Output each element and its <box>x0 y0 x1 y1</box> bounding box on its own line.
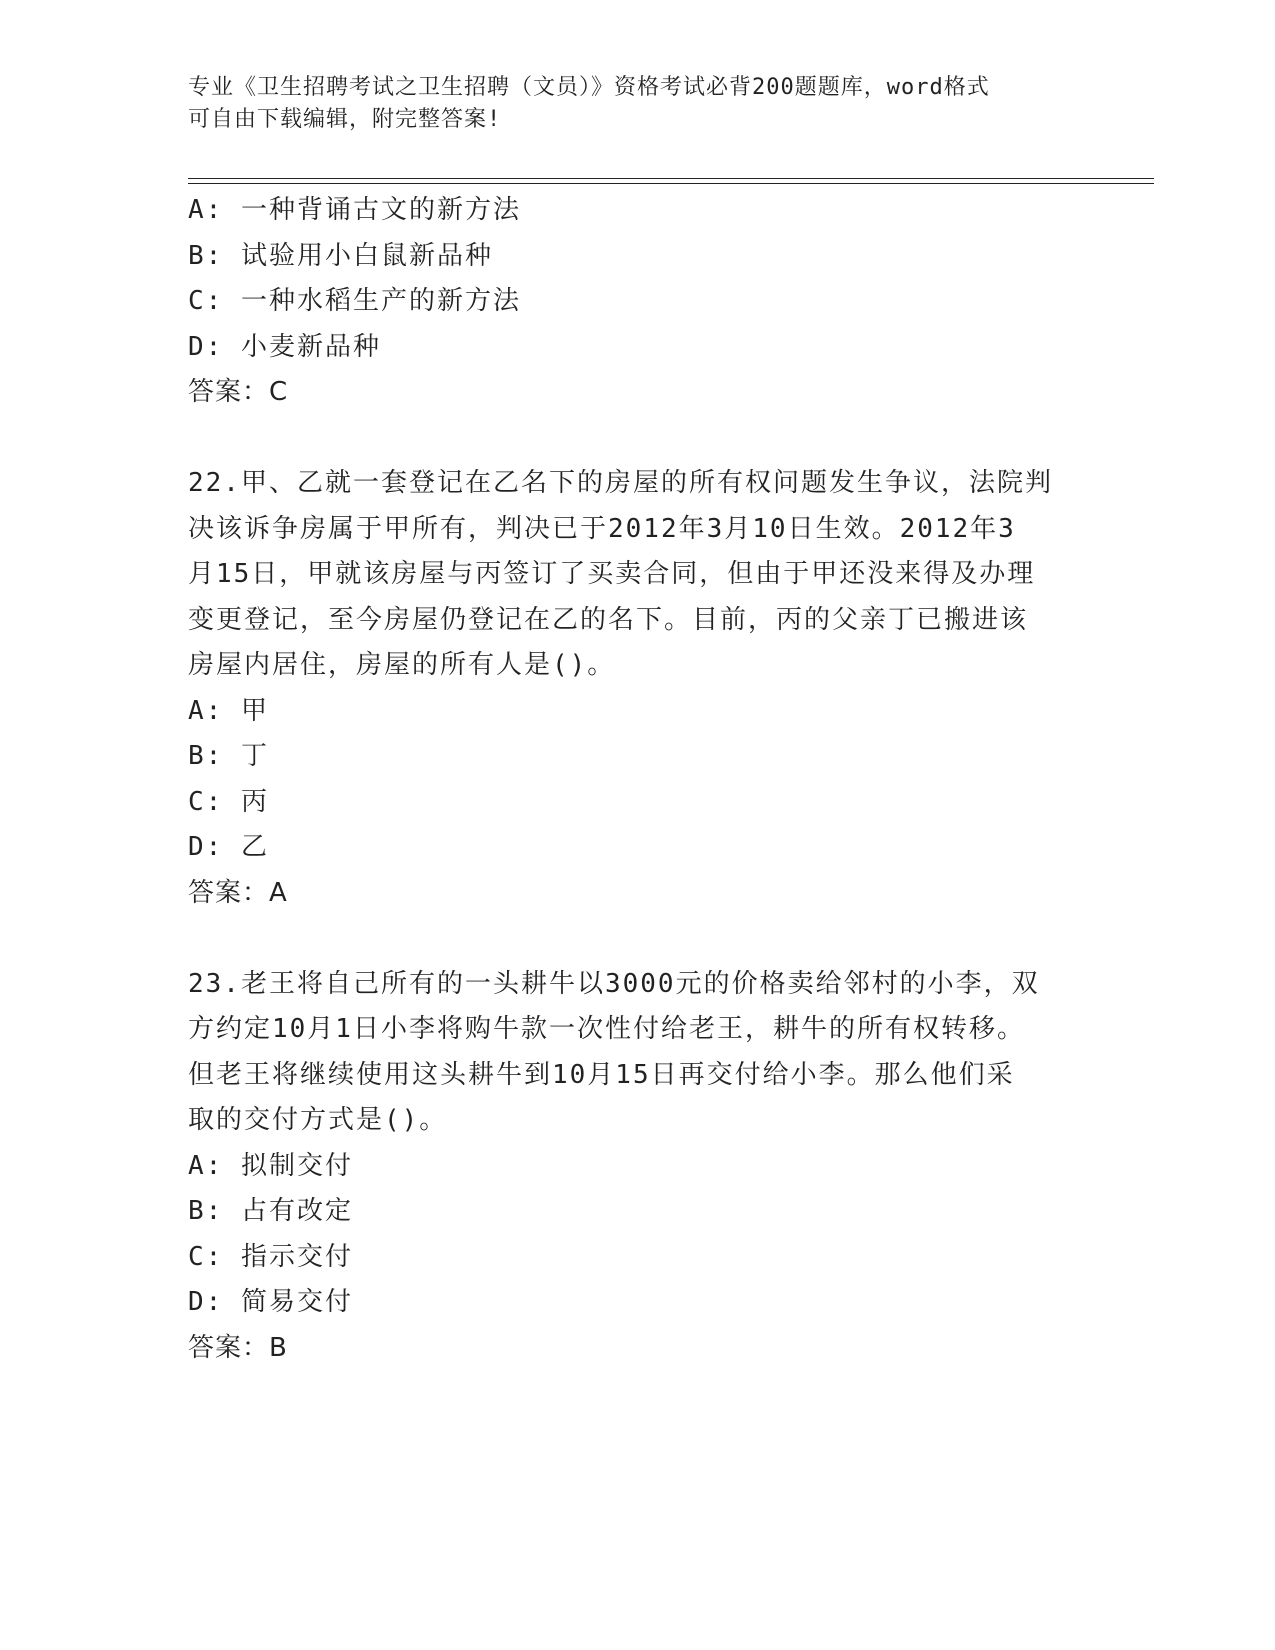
answer-line: 答案：B <box>188 1332 288 1363</box>
question-23 <box>188 962 1088 1372</box>
spacer <box>188 916 1088 962</box>
option-c: C: 丙 <box>188 786 269 817</box>
header-divider-bottom <box>188 183 1154 184</box>
option-b: B: 占有改定 <box>188 1196 353 1226</box>
spacer <box>188 416 1088 462</box>
question-stem-line: 变更登记，至今房屋仍登记在乙的名下。目前，丙的父亲丁已搬进该 <box>188 604 1029 635</box>
question-stem-line: 23.老王将自己所有的一头耕牛以3000元的价格卖给邻村的小李，双 <box>188 968 1040 999</box>
document-header <box>188 72 1068 136</box>
question-21 <box>188 188 1088 416</box>
header-title-line-2: 可自由下载编辑，附完整答案! <box>188 107 502 132</box>
option-a: A: 一种背诵古文的新方法 <box>188 195 521 225</box>
header-divider-top <box>188 178 1154 179</box>
option-c: C: 指示交付 <box>188 1241 353 1272</box>
question-stem-line: 方约定10月1日小李将购牛款一次性付给老王，耕牛的所有权转移。 <box>188 1014 1025 1044</box>
option-d: D: 乙 <box>188 832 269 862</box>
option-d: D: 小麦新品种 <box>188 331 381 362</box>
question-stem-line: 决该诉争房属于甲所有，判决已于2012年3月10日生效。2012年3 <box>188 513 1016 544</box>
option-b: B: 丁 <box>188 741 269 771</box>
header-title-line-1: 专业《卫生招聘考试之卫生招聘（文员）》资格考试必背200题题库，word格式 <box>188 75 990 100</box>
question-stem-line: 但老王将继续使用这头耕牛到10月15日再交付给小李。那么他们采 <box>188 1059 1015 1090</box>
question-stem-line: 月15日，甲就该房屋与丙签订了买卖合同，但由于甲还没来得及办理 <box>188 559 1036 589</box>
option-d: D: 简易交付 <box>188 1287 353 1317</box>
question-stem-line: 房屋内居住，房屋的所有人是()。 <box>188 650 616 680</box>
question-22 <box>188 461 1088 916</box>
answer-line: 答案：C <box>188 377 289 407</box>
option-c: C: 一种水稻生产的新方法 <box>188 286 521 316</box>
question-stem-line: 22.甲、乙就一套登记在乙名下的房屋的所有权问题发生争议，法院判 <box>188 468 1053 498</box>
question-stem-line: 取的交付方式是()。 <box>188 1105 448 1135</box>
option-b: B: 试验用小白鼠新品种 <box>188 240 493 271</box>
answer-line: 答案：A <box>188 877 288 908</box>
option-a: A: 拟制交付 <box>188 1150 353 1181</box>
document-body <box>188 188 1088 1371</box>
option-a: A: 甲 <box>188 695 269 726</box>
